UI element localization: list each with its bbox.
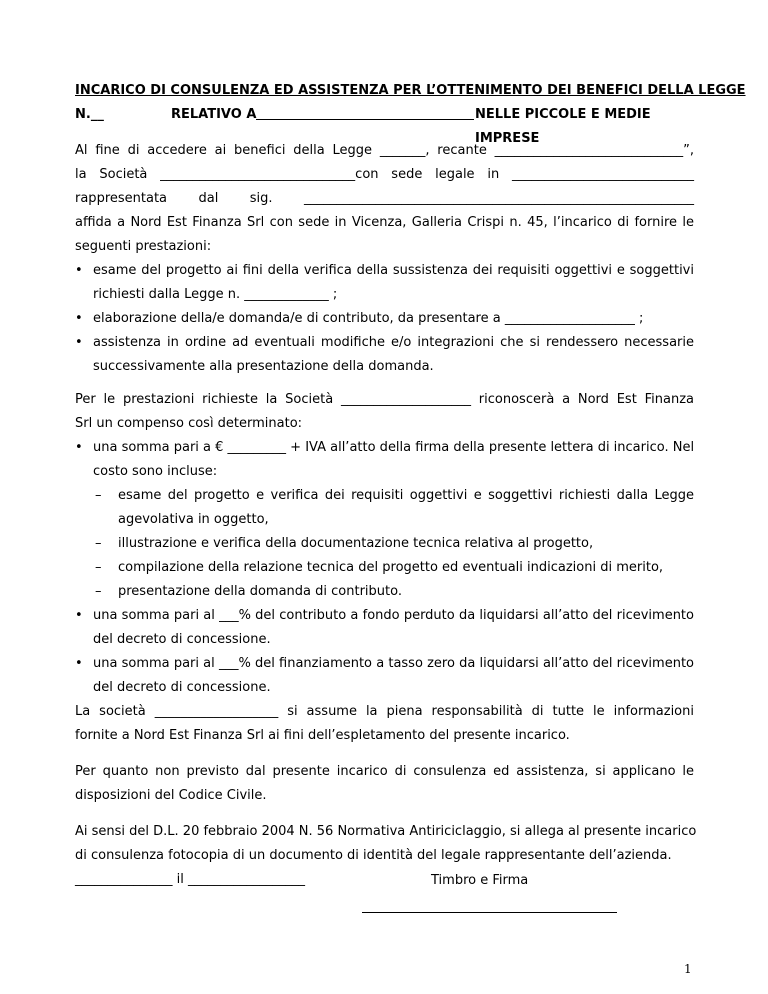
intro-line: seguenti prestazioni:	[75, 239, 212, 254]
signature-line	[362, 912, 617, 913]
fee-item	[75, 652, 694, 700]
bullet-icon: •	[75, 335, 83, 350]
title-imprese: NELLE PICCOLE E MEDIE IMPRESE	[475, 107, 651, 146]
fee-text: del decreto di concessione.	[93, 680, 271, 695]
fee-text: una somma pari a € _________ + IVA all’atto della firma della presente lettera di incarico. Nel	[93, 440, 695, 455]
included-item	[75, 580, 694, 604]
document-body	[75, 79, 746, 892]
bullet-icon: •	[75, 440, 83, 455]
bullet-icon: •	[75, 608, 83, 623]
included-text: agevolativa in oggetto,	[118, 512, 269, 527]
included-item	[75, 484, 694, 532]
document-title-line1: INCARICO DI CONSULENZA ED ASSISTENZA PER L’OTTENIMENTO DEI BENEFICI DELLA LEGGE	[75, 83, 746, 98]
fee-text: una somma pari al ___% del finanziamento a tasso zero da liquidarsi all’atto del ricevimento	[93, 656, 694, 671]
bullet-icon: •	[75, 656, 83, 671]
responsibility-line: fornite a Nord Est Finanza Srl ai fini dell’espletamento del presente incarico.	[75, 728, 570, 743]
document-title-line2	[75, 103, 694, 146]
service-text: elaborazione della/e domanda/e di contributo, da presentare a ____________________ ;	[93, 311, 644, 326]
page-number: 1	[684, 962, 692, 976]
signature-label: Timbro e Firma	[431, 873, 529, 888]
title-relativo: RELATIVO A	[171, 107, 257, 122]
service-item	[75, 307, 694, 331]
civil-code-line: Per quanto non previsto dal presente incarico di consulenza ed assistenza, si applicano le	[75, 764, 694, 779]
bullet-icon: •	[75, 311, 83, 326]
responsibility-line: La società ___________________ si assume la piena responsabilità di tutte le informazioni	[75, 704, 694, 719]
dash-icon: –	[95, 536, 102, 551]
dash-icon: –	[95, 584, 102, 599]
service-item	[75, 259, 694, 307]
civil-code-line: disposizioni del Codice Civile.	[75, 788, 267, 803]
included-item	[75, 556, 694, 580]
included-text: compilazione della relazione tecnica del progetto ed eventuali indicazioni di merito,	[118, 560, 664, 575]
bullet-icon: •	[75, 263, 83, 278]
dash-icon: –	[95, 488, 102, 503]
anti-money-line: di consulenza fotocopia di un documento di identità del legale rappresentante dell’azienda.	[75, 848, 672, 863]
fee-item	[75, 604, 694, 652]
service-text: richiesti dalla Legge n. _____________ ;	[93, 287, 338, 302]
fee-line: Per le prestazioni richieste la Società ____________________ riconoscerà a Nord Est Finanza	[75, 392, 694, 407]
included-text: illustrazione e verifica della documentazione tecnica relativa al progetto,	[118, 536, 594, 551]
dash-icon: –	[95, 560, 102, 575]
service-text: successivamente alla presentazione della domanda.	[93, 359, 434, 374]
title-blank	[256, 103, 474, 120]
fee-text: costo sono incluse:	[93, 464, 218, 479]
fee-text: del decreto di concessione.	[93, 632, 271, 647]
title-number: N.__	[75, 107, 104, 122]
intro-line: la Società ______________________________con sede legale in ____________________________	[75, 167, 694, 182]
fee-text: una somma pari al ___% del contributo a fondo perduto da liquidarsi all’atto del ricevimento	[93, 608, 694, 623]
place-date-line: _______________ il __________________	[75, 872, 305, 887]
intro-line: Al fine di accedere ai benefici della Legge _______, recante _____________________________”,	[75, 143, 694, 158]
intro-line: affida a Nord Est Finanza Srl con sede in Vicenza, Galleria Crispi n. 45, l’incarico di fornire le	[75, 215, 694, 230]
anti-money-line: Ai sensi del D.L. 20 febbraio 2004 N. 56 Normativa Antiriciclaggio, si allega al presente incarico	[75, 824, 697, 839]
included-text: esame del progetto e verifica dei requisiti oggettivi e soggettivi richiesti dalla Legge	[118, 488, 694, 503]
service-text: assistenza in ordine ad eventuali modifiche e/o integrazioni che si rendessero necessarie	[93, 335, 694, 350]
service-text: esame del progetto ai fini della verifica della sussistenza dei requisiti oggettivi e soggettivi	[93, 263, 694, 278]
service-item	[75, 331, 694, 379]
fee-item	[75, 436, 694, 484]
included-item	[75, 532, 694, 556]
fee-line: Srl un compenso così determinato:	[75, 416, 303, 431]
included-text: presentazione della domanda di contributo.	[118, 584, 402, 599]
intro-line: rappresentata dal sig. ____________________________________________________________	[75, 191, 694, 206]
